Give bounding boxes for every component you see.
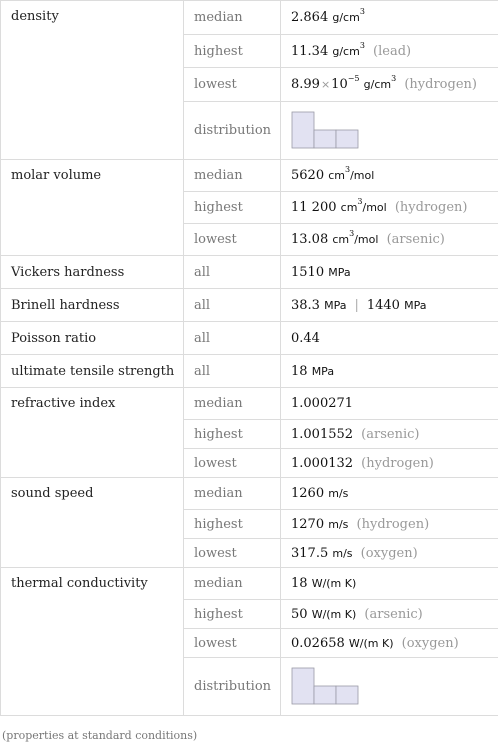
value-cell: 38.3 MPa | 1440 MPa xyxy=(281,289,498,322)
property-label-refractive-index: refractive index xyxy=(1,388,184,478)
subcategory-label: all xyxy=(184,322,281,355)
property-label-vickers-hardness: Vickers hardness xyxy=(1,256,184,289)
value-cell: 11 200 $cm^3$/mol (hydrogen) xyxy=(281,192,498,224)
subcategory-label: all xyxy=(184,289,281,322)
table-row xyxy=(1,388,498,420)
value-cell: 1.000271 xyxy=(281,388,498,420)
histogram-bar xyxy=(292,668,314,704)
property-label-thermal-conductivity: thermal conductivity xyxy=(1,568,184,716)
subcategory-label: all xyxy=(184,355,281,388)
table-row xyxy=(1,1,498,35)
value-cell: 0.02658 W/(m K) (oxygen) xyxy=(281,629,498,658)
value-cell: 1.000132 (hydrogen) xyxy=(281,449,498,478)
table-row xyxy=(1,256,498,289)
subcategory-label: distribution xyxy=(184,658,281,716)
histogram-bar xyxy=(336,130,358,148)
value-cell: 317.5 m/s (oxygen) xyxy=(281,539,498,568)
distribution-cell xyxy=(281,102,498,160)
subcategory-label: lowest xyxy=(184,68,281,102)
property-label-poisson-ratio: Poisson ratio xyxy=(1,322,184,355)
subcategory-label: highest xyxy=(184,510,281,539)
value-cell: 1260 m/s xyxy=(281,478,498,510)
subcategory-label: median xyxy=(184,568,281,600)
subcategory-label: median xyxy=(184,160,281,192)
table-row xyxy=(1,478,498,510)
value-cell: 18 W/(m K) xyxy=(281,568,498,600)
value-cell: 13.08 $cm^3$/mol (arsenic) xyxy=(281,224,498,256)
footer-note: (properties at standard conditions) xyxy=(2,729,198,742)
subcategory-label: highest xyxy=(184,192,281,224)
histogram-bar xyxy=(292,112,314,148)
subcategory-label: lowest xyxy=(184,449,281,478)
value-cell: 2.864 $g/cm^3$ xyxy=(281,1,498,35)
subcategory-label: median xyxy=(184,478,281,510)
subcategory-label: all xyxy=(184,256,281,289)
value-cell: 1270 m/s (hydrogen) xyxy=(281,510,498,539)
table-row xyxy=(1,568,498,600)
table-row xyxy=(1,160,498,192)
subcategory-label: lowest xyxy=(184,539,281,568)
subcategory-label: lowest xyxy=(184,629,281,658)
value-cell: 0.44 xyxy=(281,322,498,355)
value-cell: 18 MPa xyxy=(281,355,498,388)
table-row xyxy=(1,322,498,355)
subcategory-label: median xyxy=(184,388,281,420)
subcategory-label: lowest xyxy=(184,224,281,256)
subcategory-label: highest xyxy=(184,35,281,68)
histogram-bar xyxy=(336,686,358,704)
property-label-brinell-hardness: Brinell hardness xyxy=(1,289,184,322)
histogram-bar xyxy=(314,130,336,148)
density-histogram xyxy=(291,111,361,151)
property-label-density: density xyxy=(1,1,184,160)
value-cell: 1.001552 (arsenic) xyxy=(281,420,498,449)
value-cell: 50 W/(m K) (arsenic) xyxy=(281,600,498,629)
table-row xyxy=(1,355,498,388)
value-cell: 5620 $cm^3$/mol xyxy=(281,160,498,192)
property-label-ultimate-tensile-strength: ultimate tensile strength xyxy=(1,355,184,388)
thermal-conductivity-histogram xyxy=(291,667,361,707)
table-row xyxy=(1,289,498,322)
subcategory-label: distribution xyxy=(184,102,281,160)
value-cell: 1510 MPa xyxy=(281,256,498,289)
subcategory-label: highest xyxy=(184,420,281,449)
property-label-sound-speed: sound speed xyxy=(1,478,184,568)
property-label-molar-volume: molar volume xyxy=(1,160,184,256)
distribution-cell xyxy=(281,658,498,716)
value-cell: 11.34 $g/cm^3$ (lead) xyxy=(281,35,498,68)
histogram-bar xyxy=(314,686,336,704)
subcategory-label: median xyxy=(184,1,281,35)
value-cell: $8.99\times 10^{-5}$ $g/cm^3$ (hydrogen) xyxy=(281,68,498,102)
subcategory-label: highest xyxy=(184,600,281,629)
